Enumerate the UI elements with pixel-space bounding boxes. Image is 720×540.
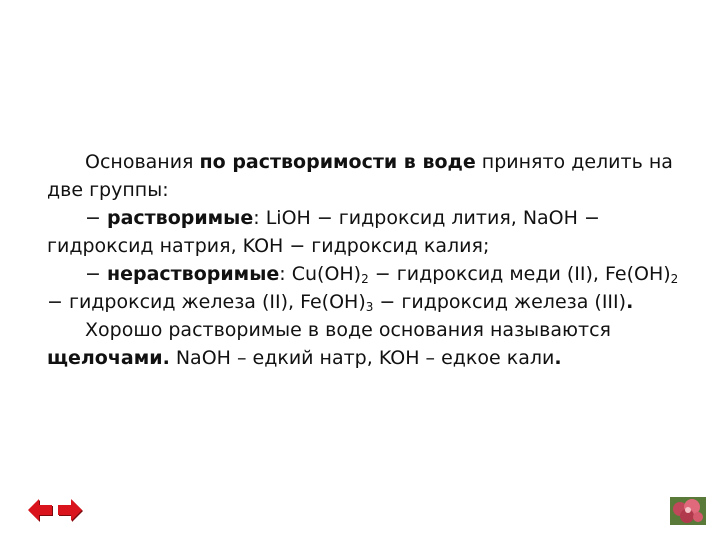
period: . [626,291,634,313]
text: − гидроксид железа (III) [373,291,627,313]
slide-text [47,148,697,372]
paragraph-soluble [47,204,697,260]
text: : Cu(OH) [279,263,362,285]
subscript: 2 [670,272,679,286]
bold-term: нерастворимые [106,263,280,285]
dash: − [85,207,107,229]
flower-icon[interactable] [670,497,706,525]
subscript: 3 [365,300,374,314]
left-arrow-icon [26,495,54,525]
subscript: 2 [361,272,369,286]
text: Хорошо растворимые в воде основания называются [85,319,611,341]
text: : LiOH − гидроксид лития, NaOH − гидроксид натрия, KOH − гидроксид калия; [47,207,600,257]
text: принято делить на две группы: [47,151,673,201]
dash: − [85,263,107,285]
paragraph-intro [47,148,697,204]
text: Основания [85,151,200,173]
bold-term: щелочами. [47,347,170,369]
paragraph-alkali [47,316,697,372]
text: NaOH – едкий натр, KOH – едкое кали [169,347,555,369]
next-slide-button[interactable] [56,495,84,525]
period: . [554,347,562,369]
prev-slide-button[interactable] [26,495,54,525]
bold-term: по растворимости в воде [199,151,476,173]
text: − гидроксид железа (II), Fe(OH) [47,291,366,313]
paragraph-insoluble [47,260,697,316]
right-arrow-icon [56,495,84,525]
bold-term: растворимые [106,207,254,229]
text: − гидроксид меди (II), Fe(OH) [368,263,671,285]
